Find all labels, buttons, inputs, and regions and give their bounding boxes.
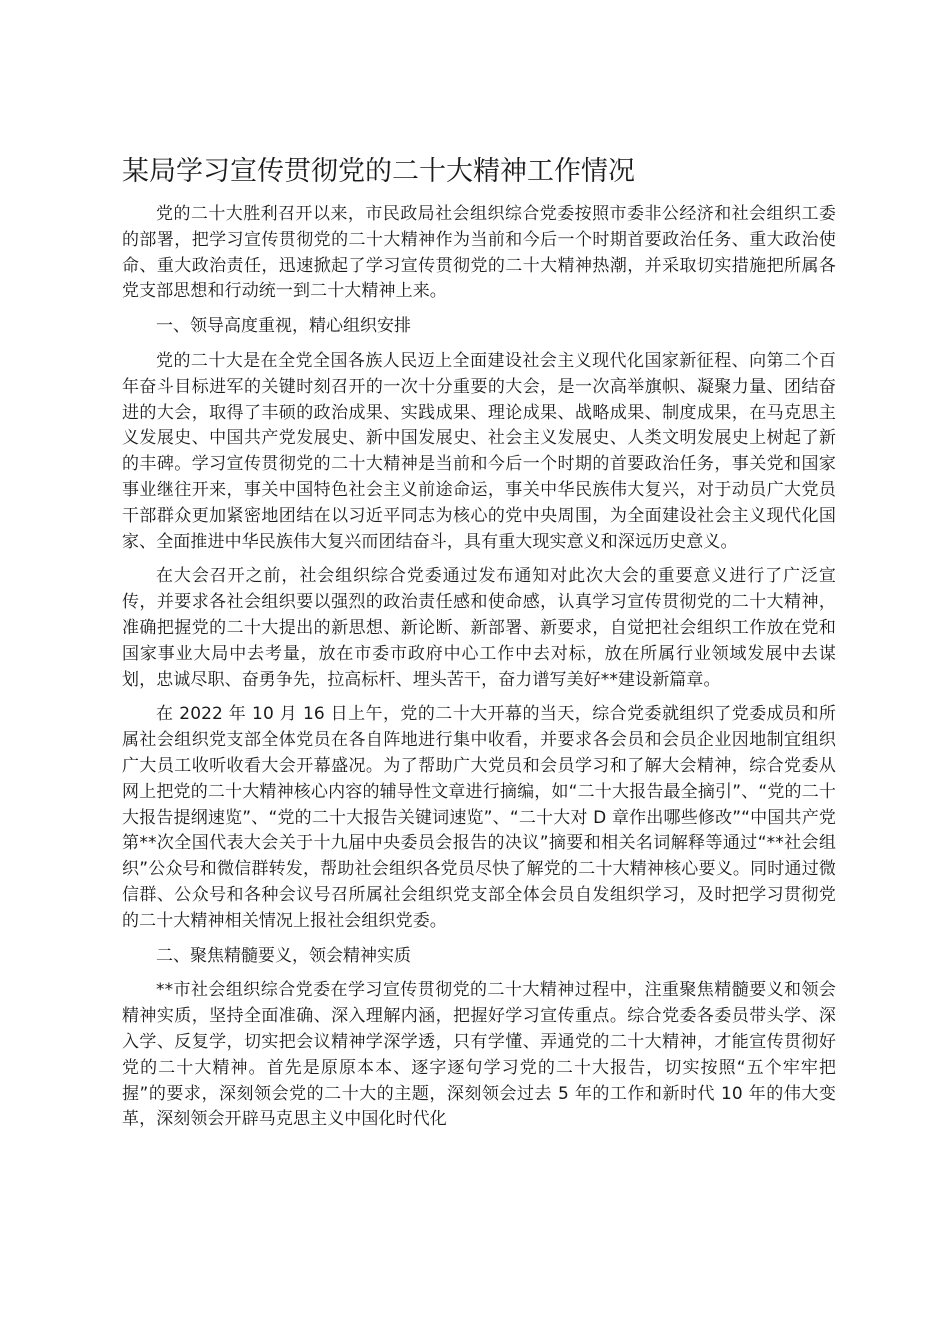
document-title: 某局学习宣传贯彻党的二十大精神工作情况 xyxy=(122,156,635,187)
paragraph-opening-day: 在 2022 年 10 月 16 日上午，党的二十大开幕的当天，综合党委就组织了党委成员和所属社会组织党支部全体党员在各自阵地进行集中收看，并要求各会员和会员企业因地制宜组织广大员工收听收看大会开幕盛况。为了帮助广大党员和会员学习和了解大会精神，综合党委从网上把党的二十大精神核心内容的辅导性文章进行摘编，如“二十大报告最全摘引”、“党的二十大报告提纲速览”、“党的二十大报告关键词速览”、“二十大对 D 章作出哪些修改”“中国共产党第**次全国代表大会关于十九届中央委员会报告的决议”摘要和相关名词解释等通过“**社会组织”公众号和微信群转发，帮助社会组织各党员尽快了解党的二十大精神核心要义。同时通过微信群、公众号和各种会议号召所属社会组织党支部全体会员自发组织学习，及时把学习贯彻党的二十大精神相关情况上报社会组织党委。 xyxy=(122,704,836,931)
paragraph-before-congress: 在大会召开之前，社会组织综合党委通过发布通知对此次大会的重要意义进行了广泛宣传，并要求各社会组织要以强烈的政治责任感和使命感，认真学习宣传贯彻党的二十大精神，准确把握党的二十大提出的新思想、新论断、新部署、新要求，自觉把社会组织工作放在党和国家事业大局中去考量，放在市委市政府中心工作中去对标，放在所属行业领域发展中去谋划，忠诚尽职、奋勇争先，拉高标杆、埋头苦干，奋力谱写美好**建设新篇章。 xyxy=(122,566,836,690)
paragraph-intro: 党的二十大胜利召开以来，市民政局社会组织综合党委按照市委非公经济和社会组织工委的部署，把学习宣传贯彻党的二十大精神作为当前和今后一个时期首要政治任务、重大政治使命、重大政治责任，迅速掀起了学习宣传贯彻党的二十大精神热潮，并采取切实措施把所属各党支部思想和行动统一到二十大精神上来。 xyxy=(122,204,836,302)
section-heading-2: 二、聚焦精髓要义，领会精神实质 xyxy=(156,945,411,966)
section-heading-1: 一、领导高度重视，精心组织安排 xyxy=(156,316,411,337)
paragraph-significance: 党的二十大是在全党全国各族人民迈上全面建设社会主义现代化国家新征程、向第二个百年奋斗目标进军的关键时刻召开的一次十分重要的大会，是一次高举旗帜、凝聚力量、团结奋进的大会，取得了丰硕的政治成果、实践成果、理论成果、战略成果、制度成果，在马克思主义发展史、中国共产党发展史、新中国发展史、社会主义发展史、人类文明发展史上树起了新的丰碑。学习宣传贯彻党的二十大精神是当前和今后一个时期的首要政治任务，事关党和国家事业继往开来，事关中国特色社会主义前途命运，事关中华民族伟大复兴，对于动员广大党员干部群众更加紧密地团结在以习近平同志为核心的党中央周围，为全面建设社会主义现代化国家、全面推进中华民族伟大复兴而团结奋斗，具有重大现实意义和深远历史意义。 xyxy=(122,350,836,552)
paragraph-essence: **市社会组织综合党委在学习宣传贯彻党的二十大精神过程中，注重聚焦精髓要义和领会精神实质，坚持全面准确、深入理解内涵，把握好学习宣传重点。综合党委各委员带头学、深入学、反复学，切实把会议精神学深学透，只有学懂、弄通党的二十大精神，才能宣传贯彻好党的二十大精神。首先是原原本本、逐字逐句学习党的二十大报告，切实按照“五个牢牢把握”的要求，深刻领会党的二十大的主题，深刻领会过去 5 年的工作和新时代 10 年的伟大变革，深刻领会开辟马克思主义中国化时代化 xyxy=(122,980,836,1130)
document-page xyxy=(122,150,836,1142)
